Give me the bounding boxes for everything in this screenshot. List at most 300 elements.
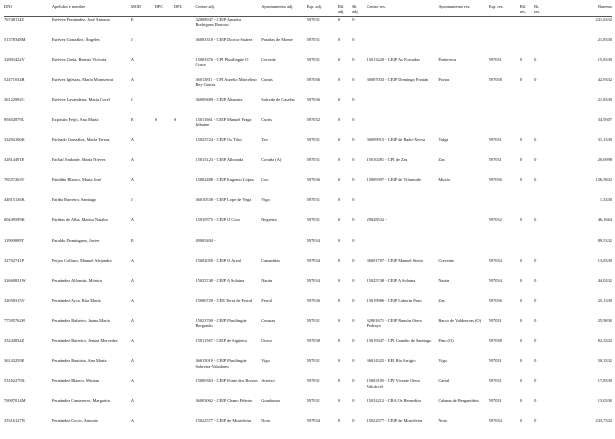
cell-centro-adj: 15000363 - CEIP Ponte dos Brozos <box>195 378 258 384</box>
cell-centro-adj: 36009489 - CEIP Altamira <box>195 96 243 102</box>
cell-name: Estévez González, Ángeles <box>51 36 100 42</box>
header-bil-res: Bil. res. <box>519 4 527 15</box>
cell-bi-adj: 0 <box>352 297 355 303</box>
cell-dpc <box>155 17 174 37</box>
cell-name: Fandiño Blanco, María José <box>51 177 102 183</box>
cell-baremo: 20,6998 <box>597 157 612 163</box>
cell-bi-res: 0 <box>534 56 537 62</box>
cell-mod: E <box>130 17 134 22</box>
cell-bil-adj: 0 <box>337 56 341 62</box>
cell-name: Fariña Barreiro, Santiago <box>51 197 97 203</box>
cell-bil-res: 0 <box>519 56 522 62</box>
cell-bi-adj: 0 <box>352 277 355 283</box>
cell-dpc <box>155 258 174 278</box>
cell-mod: A <box>130 217 135 223</box>
table-row <box>4 217 612 237</box>
cell-bil-res: 0 <box>519 157 522 163</box>
cell-dpc <box>155 238 174 258</box>
cell-centro-adj: 15002488 - CEIP Eugenio López <box>195 177 254 183</box>
cell-esp-res: 597034 <box>488 418 502 424</box>
cell-esp-adj: 597031 <box>306 36 320 42</box>
cell-dpl <box>174 197 196 217</box>
cell-centro-adj: 15025724 - CEIP Os Tilos <box>195 137 242 143</box>
cell-esp-res: 597032 <box>488 217 502 223</box>
cell-bi-res: 0 <box>534 257 537 263</box>
cell-esp-adj: 597036 <box>306 76 320 82</box>
cell-name: Fernández Bautista, Ana María <box>51 358 107 364</box>
cell-bi-res: 0 <box>534 418 537 424</box>
cell-baremo: 31,1330 <box>597 137 612 143</box>
cell-esp-adj: 597031 <box>306 56 320 62</box>
assignments-table <box>4 4 612 438</box>
cell-bil-res: 0 <box>519 137 522 143</box>
cell-mod: A <box>130 157 135 163</box>
cell-ayto-res: Muxía <box>438 177 450 183</box>
table-row <box>4 378 612 398</box>
cell-bi-res <box>534 97 548 117</box>
cell-ayto-adj: Narón <box>261 277 273 283</box>
cell-centro-res: 32001671 - CEIP Ramón Otero Pedrayo <box>366 317 422 329</box>
cell-dpc <box>155 378 174 398</box>
table-row <box>4 77 612 97</box>
cell-bi-res: 0 <box>534 378 537 384</box>
cell-name: Fernández Alfonsín, Mónica <box>51 277 102 283</box>
cell-bil-adj: 0 <box>337 297 341 303</box>
cell-esp-res: 597036 <box>488 297 502 303</box>
table-row <box>4 117 612 137</box>
cell-esp-adj: 597031 <box>306 137 320 143</box>
cell-esp-res: 597034 <box>488 257 502 263</box>
cell-ayto-res: Portas <box>438 76 450 82</box>
cell-centro-adj: 15002050 - CEIP O Areal <box>195 257 241 263</box>
cell-ayto-adj: Cesuras <box>261 317 276 323</box>
table-row <box>4 418 612 438</box>
cell-esp-adj: 597036 <box>306 177 320 183</box>
cell-baremo: 42,9332 <box>597 76 612 82</box>
cell-name: Expósito Feijó, Ana María <box>51 116 99 122</box>
cell-bi-adj: 0 <box>352 197 355 203</box>
cell-dpl <box>174 177 196 197</box>
cell-ayto-adj <box>261 17 306 37</box>
cell-dni: 44815136K <box>4 197 25 203</box>
cell-mod: A <box>130 56 135 62</box>
cell-bi-res <box>534 238 548 258</box>
header-dpc: DPC <box>154 4 164 9</box>
table-row <box>4 318 612 338</box>
cell-dpl <box>174 258 196 278</box>
cell-esp-adj: 597034 <box>306 257 320 263</box>
cell-bi-adj: 0 <box>352 96 355 102</box>
cell-baremo: 34,9507 <box>597 116 612 122</box>
cell-centro-res: 15032212 - CRA Os Remedios <box>366 398 422 404</box>
cell-bi-adj: 0 <box>352 217 355 223</box>
cell-dni: 76557263T <box>4 177 25 183</box>
cell-centro-adj: 32008947 - CEIP Amador Rodriguez Barroso <box>195 17 242 28</box>
cell-esp-adj: 597032 <box>306 116 320 122</box>
cell-ayto-adj: Arteixo <box>261 378 275 384</box>
cell-esp-res: 597038 <box>488 76 502 82</box>
cell-baremo: 46,1664 <box>597 217 612 223</box>
cell-centro-adj: 15003376 - CPI Plurilingüe O Cruce <box>195 56 249 68</box>
cell-esp-adj: 597031 <box>306 398 320 404</box>
cell-ayto-adj: Cuntis <box>261 76 273 82</box>
cell-ayto-adj: Noia <box>261 418 270 424</box>
cell-dpc <box>155 398 174 418</box>
cell-dni: 77595762H <box>4 317 25 323</box>
header-centro-res: Centro res. <box>366 4 386 9</box>
cell-mod: E <box>130 116 134 122</box>
cell-centro-res: 36014325 - EEI Ría Arrigio <box>366 358 416 364</box>
cell-bi-res: 0 <box>534 338 537 343</box>
cell-centro-res <box>367 17 439 37</box>
cell-ayto-res: Pontevera <box>438 56 456 62</box>
cell-ayto-res: Carral <box>438 378 450 384</box>
cell-bi-res: 0 <box>534 398 537 404</box>
cell-esp-res <box>489 197 520 217</box>
cell-dpl <box>174 137 196 157</box>
cell-esp-adj: 597034 <box>306 418 320 424</box>
cell-dpc <box>155 318 174 338</box>
table-row <box>4 338 612 358</box>
cell-bil-adj: 0 <box>337 177 341 183</box>
cell-dpl <box>174 358 196 378</box>
cell-ayto-res <box>438 117 488 137</box>
cell-dpc <box>155 217 174 237</box>
cell-centro-res: 36001707 - CEIP Manuel Sieiro <box>366 257 424 263</box>
cell-name: Fernández Cameserro, Margarita <box>51 398 110 404</box>
cell-esp-adj: 597031 <box>306 358 320 364</box>
cell-ayto-res <box>438 97 488 117</box>
cell-mod: A <box>130 317 135 323</box>
cell-mod: A <box>130 378 135 384</box>
cell-baremo: 13,8330 <box>597 257 612 263</box>
cell-ayto-adj: Teo <box>261 137 268 143</box>
cell-bil-res: 0 <box>519 277 522 283</box>
cell-name: Estévez Lavandeira, María Corel <box>51 96 110 102</box>
table-row <box>4 238 612 258</box>
cell-mod: E <box>130 237 134 243</box>
cell-dpc <box>155 97 174 117</box>
cell-dpc <box>155 137 174 157</box>
header-dni: DNI <box>4 4 12 9</box>
cell-bil-adj: 0 <box>337 197 341 203</box>
cell-mod: J <box>130 96 133 102</box>
cell-dni: 33294106K <box>4 137 25 143</box>
cell-dni: 32660831W <box>4 277 26 283</box>
cell-bil-adj: 0 <box>337 358 341 364</box>
cell-centro-adj: 15025748 - CEIP A Solaina <box>195 277 245 283</box>
cell-dni: 33244834Z <box>4 338 25 343</box>
table-row <box>4 258 612 278</box>
cell-name: Fachal Andrade, María Nieves <box>51 157 106 163</box>
cell-dpc <box>155 177 174 197</box>
cell-esp-adj: 597031 <box>306 217 320 223</box>
header-esp-adj: Esp. adj. <box>306 4 322 9</box>
cell-baremo: 231,6332 <box>595 17 612 22</box>
cell-baremo: 233,7332 <box>595 418 612 424</box>
cell-esp-res <box>489 117 520 137</box>
cell-bil-res: 0 <box>519 378 522 384</box>
cell-ayto-res: Valga <box>438 137 449 143</box>
header-ayto-res: Ayuntamiento res. <box>438 4 471 9</box>
cell-dpc <box>155 77 174 97</box>
cell-ayto-res: Narón <box>438 277 450 283</box>
cell-esp-res: 597031 <box>488 137 502 143</box>
cell-bil-res: 0 <box>519 317 522 323</box>
cell-bi-res <box>534 197 548 217</box>
cell-ayto-adj: Coruña (A) <box>261 157 282 163</box>
header-bil-adj: Bil. adj. <box>337 4 345 15</box>
cell-dpl <box>174 338 196 358</box>
cell-bi-adj: 0 <box>352 338 355 343</box>
cell-ayto-adj: Ferrol <box>261 297 272 303</box>
cell-bil-adj: 0 <box>337 257 341 263</box>
cell-baremo: 15,8330 <box>597 56 612 62</box>
cell-centro-adj: 36010538 - CEIP Lope de Vega <box>195 197 252 203</box>
cell-centro-adj: 15022577 - CEIP de Mosteleira <box>195 418 252 424</box>
cell-centro-adj: 49005404 - <box>195 237 216 243</box>
cell-esp-adj: 597031 <box>306 197 320 203</box>
header-mod: MOD <box>130 4 142 9</box>
cell-bi-adj: 0 <box>352 36 355 42</box>
cell-mod: A <box>130 358 135 364</box>
cell-bi-adj: 0 <box>352 177 355 183</box>
table-row <box>4 17 612 37</box>
cell-bil-adj: 0 <box>337 398 341 404</box>
cell-dni: 36143259E <box>4 358 25 364</box>
cell-mod: J <box>130 36 133 42</box>
cell-dpc <box>155 157 174 177</box>
cell-esp-adj: 597031 <box>306 378 320 384</box>
cell-ayto-adj: Curtis <box>261 116 272 122</box>
table-row <box>4 278 612 298</box>
cell-bi-adj: 0 <box>352 56 355 62</box>
cell-centro-res: 15019986 - CEIP Laborín Pazo <box>366 297 422 303</box>
cell-name: Fernández Barreiro, Jenara Mercedes <box>51 338 118 343</box>
cell-mod: A <box>130 398 135 404</box>
cell-dpl <box>174 238 196 258</box>
cell-dpl <box>174 97 196 117</box>
cell-centro-adj: 15023700 - CEIP Plurilingüe Bergondo <box>195 317 247 329</box>
cell-centro-adj: 15011661 - CEIP Manuel Fraga Iribarne <box>195 116 252 128</box>
cell-name: Faraldo Domínguez, Javier <box>51 237 100 243</box>
cell-bi-res: 0 <box>534 317 537 323</box>
cell-name: Estévez Grela, Beatriz Victoria <box>51 56 107 62</box>
cell-ayto-adj <box>261 238 306 258</box>
cell-dpl <box>174 17 196 37</box>
cell-dni: 76748114Z <box>4 17 25 22</box>
cell-ayto-res: Noia <box>438 418 447 424</box>
cell-name: Fernández Arca, Rita María <box>51 297 101 303</box>
cell-bil-res: 0 <box>519 338 522 343</box>
cell-dpc <box>155 197 174 217</box>
cell-dpc <box>155 338 174 358</box>
cell-bil-res: 0 <box>519 217 522 223</box>
cell-bi-adj: 0 <box>352 358 355 364</box>
header-bi-adj: Bi. adj. <box>352 4 359 15</box>
cell-bi-adj: 0 <box>352 116 355 122</box>
cell-bil-adj: 0 <box>337 157 341 163</box>
header-esp-res: Esp. res. <box>488 4 504 9</box>
cell-centro-res: 15025748 - CEIP A Solaina <box>366 277 416 283</box>
cell-centro-res: 15003105 - CPI Vicente Otero Valcárcel <box>366 378 421 389</box>
table-row <box>4 157 612 177</box>
cell-bil-res: 0 <box>519 257 522 263</box>
cell-bi-res: 0 <box>534 76 537 82</box>
cell-ayto-res: Zas <box>438 297 445 303</box>
cell-centro-res: 15019347 - CPI Camiño de Santiago <box>366 338 432 343</box>
cell-dpc <box>155 37 174 57</box>
cell-baremo: 82,3332 <box>597 338 612 343</box>
cell-bi-adj: 0 <box>352 257 355 263</box>
table-row <box>4 298 612 318</box>
cell-esp-res: 597031 <box>488 358 502 364</box>
cell-mod: A <box>130 338 135 343</box>
cell-dni: 33316127N <box>4 418 25 424</box>
cell-esp-adj: 597034 <box>306 277 320 283</box>
cell-bi-res <box>534 17 548 37</box>
cell-bi-adj: 0 <box>352 378 355 384</box>
cell-esp-res: 597031 <box>488 56 502 62</box>
cell-ayto-adj: Oroso <box>261 338 272 343</box>
cell-bil-res <box>520 197 534 217</box>
cell-name: Fachado González, María Teresa <box>51 137 110 143</box>
cell-dpc <box>155 358 174 378</box>
cell-dni: 09402879L <box>4 116 25 122</box>
cell-bil-res: 0 <box>519 177 522 183</box>
cell-dni: 32658315V <box>4 297 25 303</box>
table-row <box>4 37 612 57</box>
cell-esp-adj: 597038 <box>306 338 320 343</box>
header-baremo: Baremo <box>598 4 612 9</box>
cell-bi-res: 0 <box>534 137 537 143</box>
cell-mod: A <box>130 137 135 143</box>
cell-centro-adj: 15015123 - CEIP Alborada <box>195 157 244 163</box>
cell-dni: 52471034R <box>4 76 25 82</box>
cell-dpl <box>174 37 196 57</box>
cell-ayto-adj: Coo <box>261 177 269 183</box>
cell-name: Fernández Balseiro, Juana María <box>51 317 110 323</box>
cell-ayto-res <box>438 17 488 37</box>
cell-ayto-res <box>438 217 488 237</box>
cell-esp-adj: 597036 <box>306 96 320 102</box>
cell-esp-res: 597031 <box>488 317 502 323</box>
cell-esp-res <box>489 37 520 57</box>
cell-baremo: 13,0330 <box>597 398 612 404</box>
cell-centro-res: 15009397 - CEIP de Vilarmide <box>366 177 421 183</box>
cell-dpl <box>174 318 196 338</box>
cell-esp-res: 597038 <box>488 338 502 343</box>
cell-esp-res: 597031 <box>488 378 502 384</box>
cell-dpl <box>174 77 196 97</box>
cell-dpl <box>174 398 196 418</box>
cell-ayto-adj: Cerceda <box>261 56 276 62</box>
cell-esp-res <box>489 97 520 117</box>
cell-centro-adj: 15010575 - CEIP O Coto <box>195 217 240 223</box>
cell-centro-adj: 36015010 - CEIP Plurilingüe Sobreira-Valadares <box>195 358 247 369</box>
cell-ayto-res: Crecente <box>438 257 454 263</box>
cell-bi-res: 0 <box>534 358 537 364</box>
cell-mod: A <box>130 177 135 183</box>
cell-bi-adj: 0 <box>352 237 355 243</box>
cell-dpc <box>155 418 174 438</box>
cell-dpl <box>174 217 196 237</box>
cell-ayto-adj: Vigo <box>261 358 270 364</box>
cell-name: Feijoo Collazo, Manuel Alejandro <box>51 257 112 263</box>
cell-name: Estévez Fernández, José Antonio <box>51 17 110 22</box>
cell-bil-res: 0 <box>519 418 522 424</box>
cell-esp-res: 597031 <box>488 157 502 163</box>
cell-ayto-res: Barco de Valdeorras (O) <box>438 317 482 323</box>
cell-ayto-res <box>438 197 488 217</box>
table-header-row <box>4 4 612 17</box>
cell-bil-adj: 0 <box>337 338 341 343</box>
cell-ayto-adj: Salceda de Caselas <box>261 96 295 102</box>
cell-centro-adj: 15006729 - CEE Terra de Ferrol <box>195 297 253 303</box>
cell-dni: 32814491E <box>4 157 25 163</box>
cell-baremo: 89,5332 <box>597 237 612 243</box>
cell-name: Estévez Iglesias, María Montserrat <box>51 76 114 82</box>
cell-centro-res <box>367 197 439 217</box>
table-row <box>4 177 612 197</box>
cell-dpl <box>174 278 196 298</box>
cell-esp-res: 597036 <box>488 177 502 183</box>
cell-mod: A <box>130 76 135 82</box>
cell-centro-res: 15013220 - CEIP As Forcadas <box>366 56 420 62</box>
cell-bil-res: 0 <box>519 398 522 404</box>
cell-baremo: 44,0332 <box>597 277 612 283</box>
table-row <box>4 358 612 378</box>
cell-bi-res: 0 <box>534 157 537 163</box>
cell-bil-res <box>520 17 534 37</box>
cell-centro-res <box>367 117 439 137</box>
cell-bi-adj: 0 <box>352 76 355 82</box>
cell-dpl <box>174 418 196 438</box>
cell-baremo: 21,8330 <box>597 96 612 102</box>
cell-bi-res <box>534 117 548 137</box>
cell-centro-res <box>367 97 439 117</box>
header-bi-res: Bi. res. <box>534 4 541 15</box>
cell-ayto-res: Vigo <box>438 358 447 364</box>
cell-ayto-res: Cabana de Bergantiños <box>438 398 479 404</box>
cell-baremo: 25,1330 <box>597 297 612 303</box>
cell-bil-adj: 0 <box>337 217 341 223</box>
cell-baremo: 21,8330 <box>597 36 612 42</box>
cell-bil-res <box>520 238 534 258</box>
cell-bil-res <box>520 97 534 117</box>
cell-name: Fariñas de Alba, Marisa Natalia <box>51 217 108 223</box>
cell-bil-res <box>520 37 534 57</box>
cell-esp-res: 597031 <box>488 398 502 404</box>
cell-dni: 32803422V <box>4 56 25 62</box>
cell-ayto-res <box>438 37 488 57</box>
cell-mod: J <box>130 197 133 203</box>
cell-centro-adj: 36015811 - CPI Aurelio Marcelino Rey García <box>195 76 257 88</box>
table-row <box>4 57 612 77</box>
cell-baremo: 50,3332 <box>597 358 612 364</box>
cell-dpc <box>155 57 174 77</box>
header-centro-adj: Centro adj. <box>195 4 215 9</box>
cell-bil-adj: 0 <box>337 17 341 22</box>
cell-esp-res <box>489 238 520 258</box>
cell-bi-res: 0 <box>534 277 537 283</box>
cell-baremo: 17,8330 <box>597 378 612 384</box>
cell-dpl <box>174 298 196 318</box>
cell-ayto-res: Pino (O) <box>438 338 454 343</box>
cell-centro-res <box>367 37 439 57</box>
cell-esp-adj: 597034 <box>306 237 320 243</box>
cell-centro-adj: 15011567 - CEIP de Sigüeiro <box>195 338 248 343</box>
